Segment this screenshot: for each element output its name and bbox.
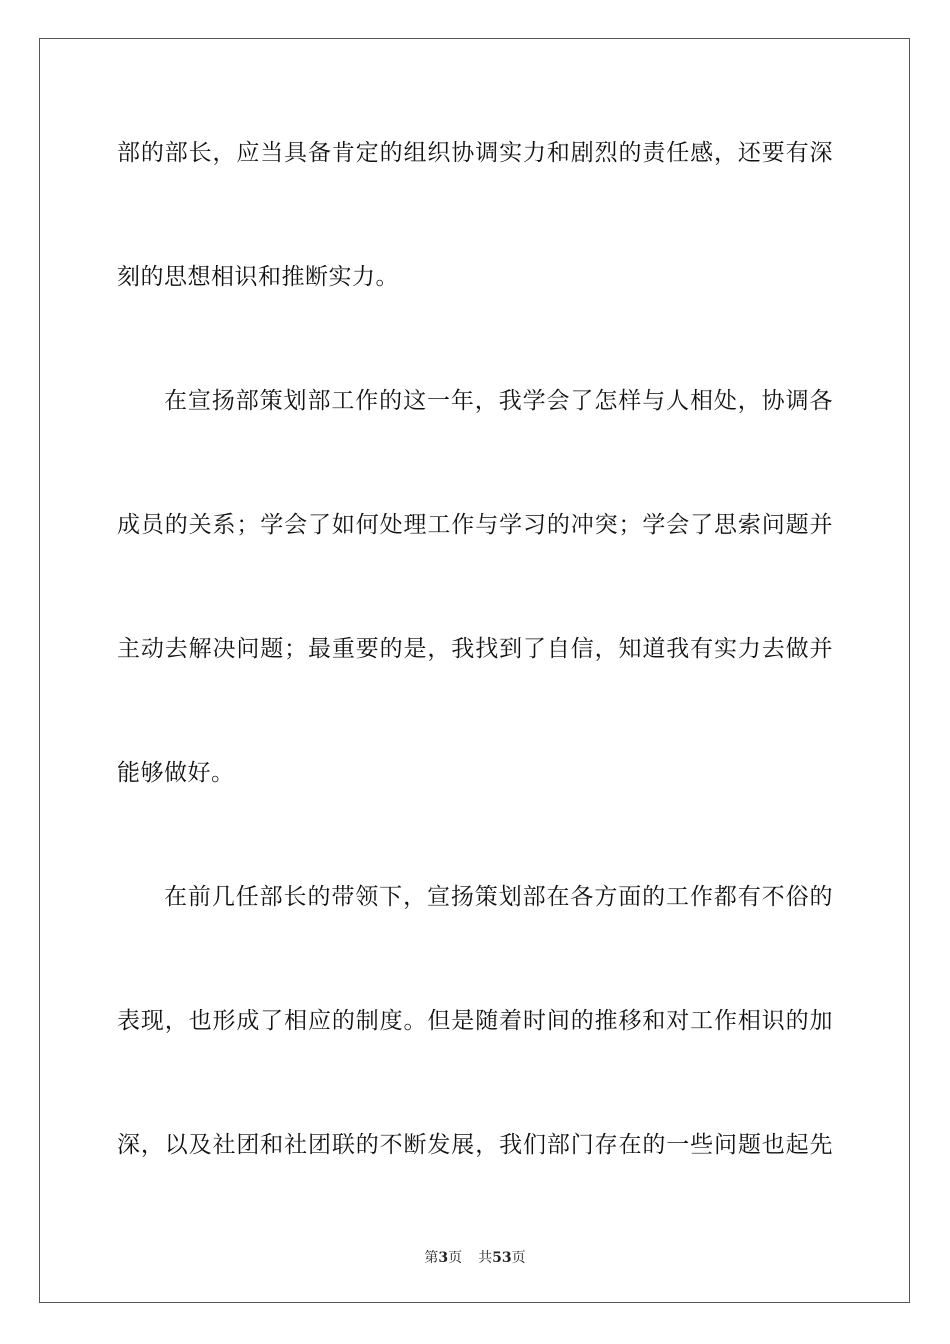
body-line-2: 刻的思想相识和推断实力。 <box>117 264 399 290</box>
body-line-4: 成员的关系；学会了如何处理工作与学习的冲突；学会了思索问题并 <box>117 512 833 538</box>
body-line-9: 深，以及社团和社团联的不断发展，我们部门存在的一些问题也起先 <box>117 1132 833 1158</box>
page-unit: 页 <box>448 1250 463 1266</box>
total-prefix: 共 <box>478 1250 493 1266</box>
body-line-8: 表现，也形成了相应的制度。但是随着时间的推移和对工作相识的加 <box>117 1008 833 1034</box>
page-number: 3 <box>438 1250 449 1266</box>
page-footer <box>0 1247 950 1267</box>
body-line-7: 在前几任部长的带领下，宣扬策划部在各方面的工作都有不俗的 <box>164 884 833 910</box>
page-prefix: 第 <box>424 1250 439 1266</box>
body-line-5: 主动去解决问题；最重要的是，我找到了自信，知道我有实力去做并 <box>117 636 833 662</box>
total-unit: 页 <box>511 1250 526 1266</box>
body-line-1: 部的部长，应当具备肯定的组织协调实力和剧烈的责任感，还要有深 <box>117 140 833 166</box>
body-line-6: 能够做好。 <box>117 760 235 786</box>
page-border <box>39 38 910 1303</box>
body-line-3: 在宣扬部策划部工作的这一年，我学会了怎样与人相处，协调各 <box>164 388 833 414</box>
total-pages: 53 <box>492 1250 512 1266</box>
